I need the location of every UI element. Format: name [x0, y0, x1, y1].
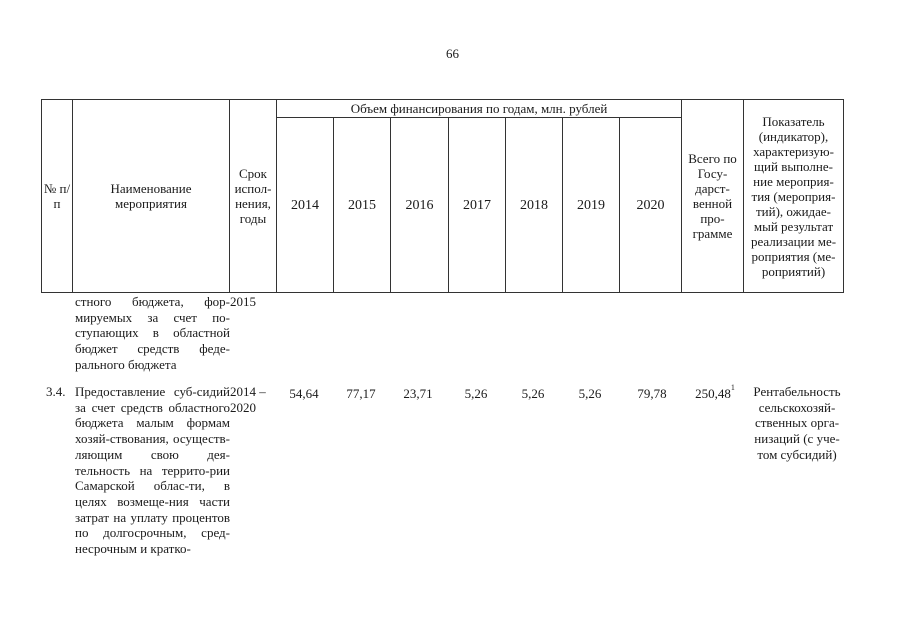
row-2-total-value: 250,48: [695, 386, 731, 401]
row-2-term-start: 2014 –: [230, 384, 266, 399]
header-num: № п/п: [42, 100, 73, 293]
header-indicator: Показатель (индикатор), характеризую-щий выполне-ние мероприя-тия (мероприя-тий), ожидае-мый результат реализации ме-роприятия (ме-роприятий): [744, 100, 844, 293]
row-2-name: Предоставление суб-сидий за счет средств областного бюджета малым формам хозяй-ствования, осуществ-ляющим свою дея-тельность на террито-рии Самарской облас-ти, в целях возмеще-ния части затрат на уплату процентов по долгосрочным, сред-несрочным и кратко-: [75, 384, 230, 557]
row-2-term: [230, 384, 276, 415]
header-year-2020: 2020: [620, 118, 682, 293]
row-2-value-2014: 54,64: [289, 386, 319, 401]
row-2-value-2020: 79,78: [637, 386, 667, 401]
row-2-num: 3.4.: [46, 384, 66, 399]
header-year-2017: 2017: [449, 118, 506, 293]
page-number: 66: [446, 46, 459, 61]
table-header: [41, 99, 844, 293]
row-2-indicator: Рентабельность сельскохозяй-ственных орга-низаций (с уче-том субсидий): [753, 384, 841, 462]
row-1-name: стного бюджета, фор-мируемых за счет по-ступающих в областной бюджет средств феде-рального бюджета: [75, 294, 230, 372]
header-name: Наименование мероприятия: [73, 100, 230, 293]
row-2-value-2016: 23,71: [403, 386, 433, 401]
header-year-2019: 2019: [563, 118, 620, 293]
header-year-2014: 2014: [277, 118, 334, 293]
row-2-term-end: 2020: [230, 399, 256, 415]
row-2-value-2018: 5,26: [521, 386, 545, 401]
row-2-total-footnote: 1: [730, 383, 735, 392]
row-2-value-2017: 5,26: [464, 386, 488, 401]
row-2-total: [683, 383, 747, 402]
row-2-value-2019: 5,26: [578, 386, 602, 401]
row-2-value-2015: 77,17: [346, 386, 376, 401]
header-total: Всего по Госу-дарст-венной про-грамме: [682, 100, 744, 293]
header-year-2015: 2015: [334, 118, 391, 293]
header-year-2018: 2018: [506, 118, 563, 293]
header-year-2016: 2016: [391, 118, 449, 293]
header-funding-group: Объем финансирования по годам, млн. рублей: [277, 100, 682, 118]
row-1-term: 2015: [230, 294, 256, 309]
header-term: Срок испол-нения, годы: [230, 100, 277, 293]
